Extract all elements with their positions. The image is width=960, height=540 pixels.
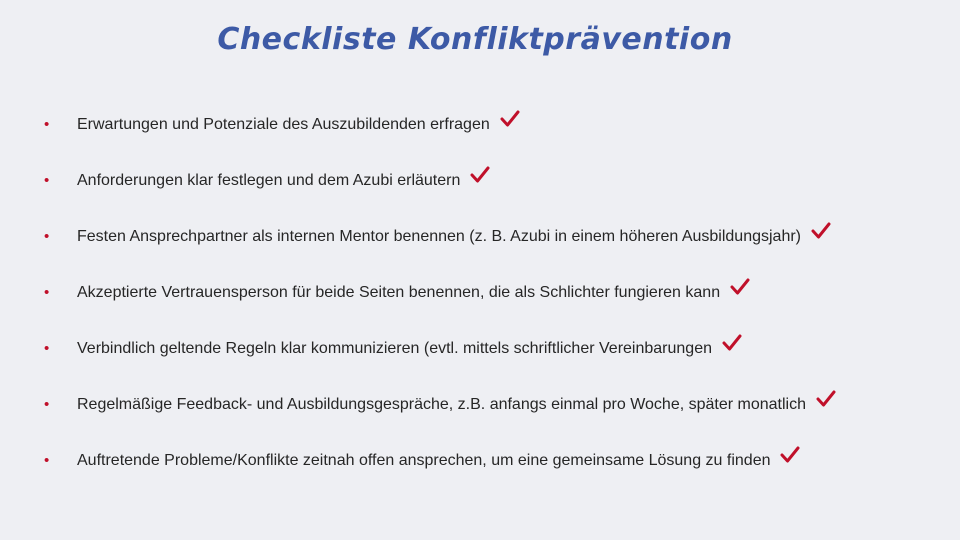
list-item-text: Erwartungen und Potenziale des Auszubildenden erfragen [77,110,520,140]
bullet-icon: • [44,228,50,245]
list-item-text: Anforderungen klar festlegen und dem Azubi erläutern [77,166,490,196]
list-item [44,166,836,222]
list-item [44,110,836,166]
bullet-icon: • [44,284,50,301]
list-item [44,446,836,502]
list-item [44,222,836,278]
checkmark-icon [730,277,750,297]
list-item-text: Akzeptierte Vertrauensperson für beide Seiten benennen, die als Schlichter fungieren kann [77,278,750,308]
list-item [44,334,836,390]
list-item-text: Regelmäßige Feedback- und Ausbildungsgespräche, z.B. anfangs einmal pro Woche, später monatlich [77,390,836,420]
list-item-text: Verbindlich geltende Regeln klar kommunizieren (evtl. mittels schriftlicher Vereinbarungen [77,334,742,364]
checklist [44,110,836,502]
list-item-text: Auftretende Probleme/Konflikte zeitnah offen ansprechen, um eine gemeinsame Lösung zu finden [77,446,800,476]
list-item-text: Festen Ansprechpartner als internen Mentor benennen (z. B. Azubi in einem höheren Ausbildungsjahr) [77,222,831,252]
checkmark-icon [500,109,520,129]
checkmark-icon [811,221,831,241]
bullet-icon: • [44,452,50,469]
bullet-icon: • [44,172,50,189]
checkmark-icon [722,333,742,353]
bullet-icon: • [44,396,50,413]
list-item [44,390,836,446]
list-item [44,278,836,334]
checkmark-icon [470,165,490,185]
checkmark-icon [780,445,800,465]
bullet-icon: • [44,340,50,357]
checkmark-icon [816,389,836,409]
slide-title: Checkliste Konfliktprävention [217,22,733,57]
bullet-icon: • [44,116,50,133]
